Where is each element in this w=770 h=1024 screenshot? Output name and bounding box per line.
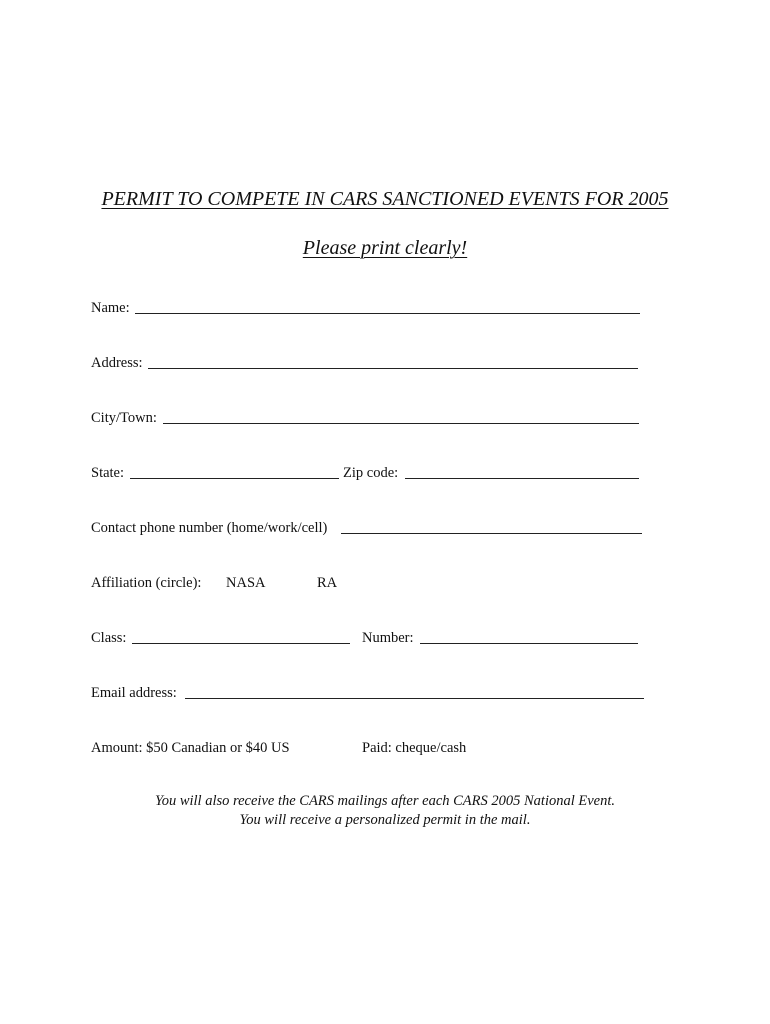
address-row xyxy=(91,353,651,375)
class-field[interactable] xyxy=(132,643,350,644)
form-title: PERMIT TO COMPETE IN CARS SANCTIONED EVENTS FOR 2005 xyxy=(101,188,669,210)
form-subtitle: Please print clearly! xyxy=(302,237,468,259)
class-number-row xyxy=(91,628,651,650)
mailing-note: You will also receive the CARS mailings after each CARS 2005 National Event. xyxy=(154,793,616,809)
state-field[interactable] xyxy=(130,478,339,479)
zip-label: Zip code: xyxy=(343,465,399,481)
zip-field[interactable] xyxy=(405,478,639,479)
address-label: Address: xyxy=(91,355,143,371)
name-label: Name: xyxy=(91,300,130,316)
state-label: State: xyxy=(91,465,125,481)
phone-label: Contact phone number (home/work/cell) xyxy=(91,520,328,536)
address-field[interactable] xyxy=(148,368,638,369)
email-row xyxy=(91,683,651,705)
phone-row xyxy=(91,518,651,540)
email-field[interactable] xyxy=(185,698,644,699)
amount-text: Amount: $50 Canadian or $40 US xyxy=(91,740,290,756)
affiliation-row xyxy=(91,573,651,595)
city-row xyxy=(91,408,651,430)
email-label: Email address: xyxy=(91,685,177,701)
name-row xyxy=(91,298,651,320)
city-label: City/Town: xyxy=(91,410,157,426)
affiliation-option-ra[interactable]: RA xyxy=(317,575,338,591)
state-zip-row xyxy=(91,463,651,485)
number-label: Number: xyxy=(362,630,414,646)
affiliation-label: Affiliation (circle): xyxy=(91,575,202,591)
name-field[interactable] xyxy=(135,313,640,314)
number-field[interactable] xyxy=(420,643,638,644)
class-label: Class: xyxy=(91,630,127,646)
permit-note: You will receive a personalized permit in the mail. xyxy=(239,812,531,828)
city-field[interactable] xyxy=(163,423,639,424)
amount-row xyxy=(91,738,651,760)
paid-text: Paid: cheque/cash xyxy=(362,740,467,756)
phone-field[interactable] xyxy=(341,533,642,534)
affiliation-option-nasa[interactable]: NASA xyxy=(226,575,266,591)
